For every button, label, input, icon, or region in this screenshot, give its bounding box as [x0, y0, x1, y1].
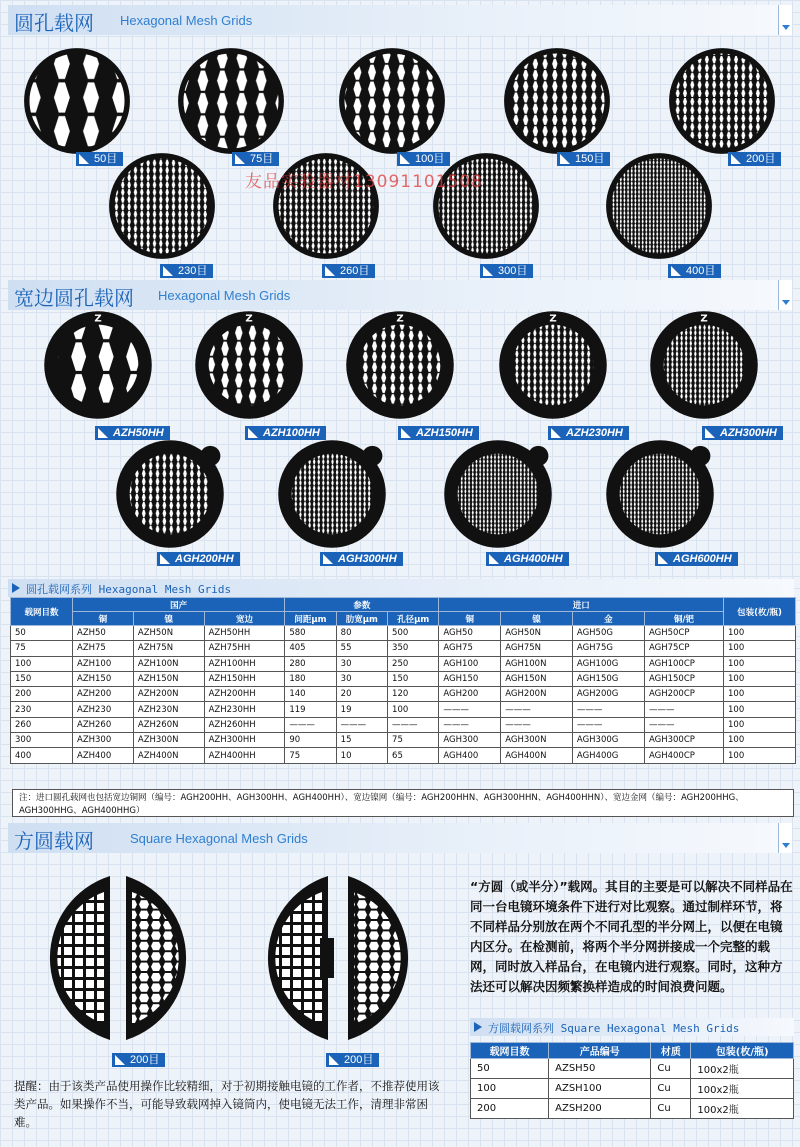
table-cell: AZH300	[73, 733, 134, 748]
table-cell: Cu	[651, 1099, 691, 1119]
sub-header: 间距μm	[285, 612, 336, 626]
svg-text:Z: Z	[396, 313, 404, 325]
table-cell: 405	[285, 641, 336, 656]
grid-label: AZH100HH	[245, 426, 326, 440]
square-table	[470, 1042, 794, 1119]
description-text: “方圆（或半分）”载网。其目的主要是可以解决不同样品在同一台电镜环境条件下进行对比观察。通过制样环节，将不同样品分别放在两个不同孔型的半分网上，以便在电镜内区分。在检测前，将两个半分网拼接成一个完整的载网，同时放入样品台，在电镜内进行观察。同时，这种方法还可以解决因频繁换样造成的时间浪费问题。	[470, 879, 793, 994]
sub-header: 铜/钯	[644, 612, 723, 626]
table-cell: 280	[285, 656, 336, 671]
warning-text: 提醒：由于该类产品使用操作比较精细，对于初期接触电镜的工作者，不推荐使用该类产品。如果操作不当，可能导致载网掉入镜筒内，使电镜无法工作，清理非常困难。	[14, 1079, 440, 1129]
col-header: 载网目数	[11, 598, 73, 626]
grid-label: 150目	[557, 152, 610, 166]
table-cell: AGH200CP	[644, 687, 723, 702]
svg-text:Z: Z	[700, 313, 708, 325]
table-cell: 100	[471, 1079, 549, 1099]
grid-label: 200目	[112, 1053, 165, 1067]
wide-grid-image	[344, 309, 456, 421]
table-cell: 300	[11, 733, 73, 748]
table-cell: AGH50	[439, 626, 501, 641]
table-cell: AGH75	[439, 641, 501, 656]
grid-label: 260目	[322, 264, 375, 278]
table-cell: 100x2瓶	[691, 1099, 794, 1119]
table-cell: ———	[439, 702, 501, 717]
table-cell: AZH260HH	[204, 717, 285, 732]
table-cell: ———	[572, 717, 644, 732]
table-cell: ———	[644, 702, 723, 717]
table-cell: 20	[336, 687, 387, 702]
table-row	[11, 671, 796, 686]
table-cell: 50	[11, 626, 73, 641]
table-cell: 100	[724, 702, 796, 717]
grid-label: AGH300HH	[320, 552, 403, 566]
table-cell: AZSH200	[549, 1099, 651, 1119]
svg-text:Z: Z	[549, 313, 557, 325]
grid-label: AZH230HH	[548, 426, 629, 440]
table-cell: AGH100	[439, 656, 501, 671]
table-cell: AZH150N	[133, 671, 204, 686]
section-header-wide	[8, 280, 786, 310]
table-cell: 580	[285, 626, 336, 641]
grid-label: AZH50HH	[95, 426, 170, 440]
table-cell: Cu	[651, 1079, 691, 1099]
wide-grid-image	[648, 309, 760, 421]
table-cell: AZH75	[73, 641, 134, 656]
table-cell: 100x2瓶	[691, 1059, 794, 1079]
hex-grid-image	[605, 152, 713, 260]
table-cell: 119	[285, 702, 336, 717]
square-table-title: 方圆载网系列 Square Hexagonal Mesh Grids	[470, 1018, 794, 1036]
table-cell: AGH200	[439, 687, 501, 702]
table-cell: AGH150G	[572, 671, 644, 686]
sub-header: 金	[572, 612, 644, 626]
table-cell: AGH400G	[572, 748, 644, 763]
table-cell: 350	[388, 641, 439, 656]
grid-label: AZH300HH	[702, 426, 783, 440]
table-row	[11, 717, 796, 732]
table-cell: 100	[724, 733, 796, 748]
watermark: 友品实验器材13091101508	[245, 172, 483, 192]
table-cell: ———	[388, 717, 439, 732]
table-cell: Cu	[651, 1059, 691, 1079]
table-row	[471, 1059, 794, 1079]
table-cell: ———	[501, 702, 573, 717]
table-cell: AGH150N	[501, 671, 573, 686]
table-cell: 100	[724, 748, 796, 763]
table-cell: AGH400N	[501, 748, 573, 763]
table-cell: 80	[336, 626, 387, 641]
table-note: 注：进口圆孔载网也包括宽边铜网（编号：AGH200HH、AGH300HH、AGH400HH）、宽边镍网（编号：AGH200HHN、AGH300HHN、AGH400HHN）、宽边金网（编号：AGH200HHG、AGH300HHG、AGH400HHG）	[12, 789, 794, 817]
wide-grid-image	[497, 309, 609, 421]
table-cell: AZH300HH	[204, 733, 285, 748]
grid-label: 300目	[480, 264, 533, 278]
grid-label: 50目	[76, 152, 123, 166]
table-cell: ———	[439, 717, 501, 732]
table-cell: AZH75HH	[204, 641, 285, 656]
table-cell: 100	[724, 717, 796, 732]
table-cell: 15	[336, 733, 387, 748]
table-cell: AGH100N	[501, 656, 573, 671]
table-cell: AZH200N	[133, 687, 204, 702]
table-cell: 75	[11, 641, 73, 656]
chevron-down-icon	[778, 5, 792, 35]
table-cell: AGH200N	[501, 687, 573, 702]
section-subtitle: Hexagonal Mesh Grids	[158, 288, 291, 303]
table-cell: 75	[285, 748, 336, 763]
table-cell: 120	[388, 687, 439, 702]
sub-header: 铜	[73, 612, 134, 626]
col-header: 进口	[439, 598, 724, 612]
grid-label: 100目	[397, 152, 450, 166]
table-cell: 19	[336, 702, 387, 717]
table-cell: AZH230HH	[204, 702, 285, 717]
sub-header: 镍	[133, 612, 204, 626]
grid-label: 200目	[728, 152, 781, 166]
table-cell: AZH300N	[133, 733, 204, 748]
chevron-down-icon	[778, 823, 792, 853]
table-cell: AZSH50	[549, 1059, 651, 1079]
table-cell: 140	[285, 687, 336, 702]
table-cell: 180	[285, 671, 336, 686]
table-cell: 500	[388, 626, 439, 641]
sub-header: 宽边	[204, 612, 285, 626]
table-cell: AZH100HH	[204, 656, 285, 671]
table-cell: ———	[501, 717, 573, 732]
table-cell: AGH100CP	[644, 656, 723, 671]
square-grid-image	[18, 868, 218, 1048]
table-cell: AZH260N	[133, 717, 204, 732]
table-cell: 230	[11, 702, 73, 717]
col-header: 国产	[73, 598, 285, 612]
table-cell: 100	[11, 656, 73, 671]
grid-label: AGH200HH	[157, 552, 240, 566]
table-cell: AZH400N	[133, 748, 204, 763]
table-cell: 100	[724, 671, 796, 686]
table-cell: AZH230N	[133, 702, 204, 717]
table-row	[11, 733, 796, 748]
table-cell: ———	[644, 717, 723, 732]
section-subtitle: Hexagonal Mesh Grids	[120, 13, 253, 28]
section-title: 方圆载网	[14, 829, 94, 853]
table-row	[11, 641, 796, 656]
table-row	[471, 1079, 794, 1099]
table-cell: AGH50G	[572, 626, 644, 641]
table-cell: AZH150HH	[204, 671, 285, 686]
table-row	[11, 687, 796, 702]
table-cell: AZH75N	[133, 641, 204, 656]
grid-label: AGH400HH	[486, 552, 569, 566]
table-cell: 260	[11, 717, 73, 732]
table-cell: 100x2瓶	[691, 1079, 794, 1099]
table-row	[11, 656, 796, 671]
table-cell: AGH75CP	[644, 641, 723, 656]
chevron-down-icon	[778, 280, 792, 310]
table-cell: AGH400	[439, 748, 501, 763]
svg-text:Z: Z	[245, 313, 253, 325]
table-cell: AGH150	[439, 671, 501, 686]
square-grid-image	[236, 868, 446, 1048]
table-cell: AGH300CP	[644, 733, 723, 748]
col-header: 载网目数	[471, 1043, 549, 1059]
wide-grid-image	[604, 438, 716, 550]
table-cell: AGH300G	[572, 733, 644, 748]
hex-grid-image	[177, 47, 285, 155]
hex-grid-image	[668, 47, 776, 155]
table-cell: 400	[11, 748, 73, 763]
wide-grid-image	[276, 438, 388, 550]
hex-grid-image	[108, 152, 216, 260]
table-cell: 55	[336, 641, 387, 656]
col-header: 参数	[285, 598, 439, 612]
grid-label: 75目	[232, 152, 279, 166]
table-cell: AZH200	[73, 687, 134, 702]
table-cell: ———	[285, 717, 336, 732]
section-title: 圆孔载网	[14, 11, 94, 35]
table-cell: 65	[388, 748, 439, 763]
table-cell: AGH400CP	[644, 748, 723, 763]
sub-header: 铜	[439, 612, 501, 626]
hex-grid-image	[23, 47, 131, 155]
section-title: 宽边圆孔载网	[14, 286, 134, 310]
table-cell: AGH75G	[572, 641, 644, 656]
table-cell: 150	[388, 671, 439, 686]
hex-grid-image	[338, 47, 446, 155]
col-header: 产品编号	[549, 1043, 651, 1059]
grid-label: AZH150HH	[398, 426, 479, 440]
table-cell: 10	[336, 748, 387, 763]
table-cell: AGH150CP	[644, 671, 723, 686]
table-cell: AZH100	[73, 656, 134, 671]
sub-header: 镍	[501, 612, 573, 626]
sub-header: 肋宽μm	[336, 612, 387, 626]
table-row	[11, 748, 796, 763]
wide-grid-image	[42, 309, 154, 421]
table-cell: AZSH100	[549, 1079, 651, 1099]
table-row	[11, 626, 796, 641]
col-header: 材质	[651, 1043, 691, 1059]
col-header: 包装(枚/瓶)	[691, 1043, 794, 1059]
grid-label: 230目	[160, 264, 213, 278]
hex-grid-image	[503, 47, 611, 155]
grid-label: 400目	[668, 264, 721, 278]
table-cell: AZH230	[73, 702, 134, 717]
table-row	[471, 1099, 794, 1119]
table-cell: 50	[471, 1059, 549, 1079]
spec-table-title: 圆孔载网系列 Hexagonal Mesh Grids	[8, 579, 794, 597]
table-cell: 250	[388, 656, 439, 671]
table-cell: AGH100G	[572, 656, 644, 671]
section-header-hex	[8, 5, 786, 35]
table-cell: AGH300	[439, 733, 501, 748]
table-cell: 75	[388, 733, 439, 748]
table-cell: ———	[336, 717, 387, 732]
table-cell: AZH150	[73, 671, 134, 686]
table-cell: AGH50N	[501, 626, 573, 641]
table-cell: 100	[724, 687, 796, 702]
table-cell: AZH400	[73, 748, 134, 763]
sub-header: 孔径μm	[388, 612, 439, 626]
table-cell: AZH260	[73, 717, 134, 732]
table-cell: 100	[724, 626, 796, 641]
table-cell: 100	[388, 702, 439, 717]
wide-grid-image	[114, 438, 226, 550]
table-cell: 100	[724, 641, 796, 656]
table-cell: AZH400HH	[204, 748, 285, 763]
table-cell: 200	[11, 687, 73, 702]
table-cell: 100	[724, 656, 796, 671]
table-cell: AGH75N	[501, 641, 573, 656]
section-header-square	[8, 823, 786, 853]
table-cell: AZH50HH	[204, 626, 285, 641]
table-cell: AGH50CP	[644, 626, 723, 641]
table-cell: AGH200G	[572, 687, 644, 702]
svg-text:Z: Z	[94, 313, 102, 325]
table-cell: 200	[471, 1099, 549, 1119]
table-cell: 90	[285, 733, 336, 748]
table-cell: AZH50	[73, 626, 134, 641]
table-cell: AZH100N	[133, 656, 204, 671]
table-cell: ———	[572, 702, 644, 717]
table-cell: 150	[11, 671, 73, 686]
table-cell: AGH300N	[501, 733, 573, 748]
table-cell: AZH50N	[133, 626, 204, 641]
table-cell: AZH200HH	[204, 687, 285, 702]
spec-table	[10, 597, 796, 764]
table-row	[11, 702, 796, 717]
table-cell: 30	[336, 671, 387, 686]
wide-grid-image	[193, 309, 305, 421]
grid-label: AGH600HH	[655, 552, 738, 566]
grid-label: 200目	[326, 1053, 379, 1067]
col-header: 包装(枚/瓶)	[724, 598, 796, 626]
wide-grid-image	[442, 438, 554, 550]
table-cell: 30	[336, 656, 387, 671]
section-subtitle: Square Hexagonal Mesh Grids	[130, 831, 308, 846]
